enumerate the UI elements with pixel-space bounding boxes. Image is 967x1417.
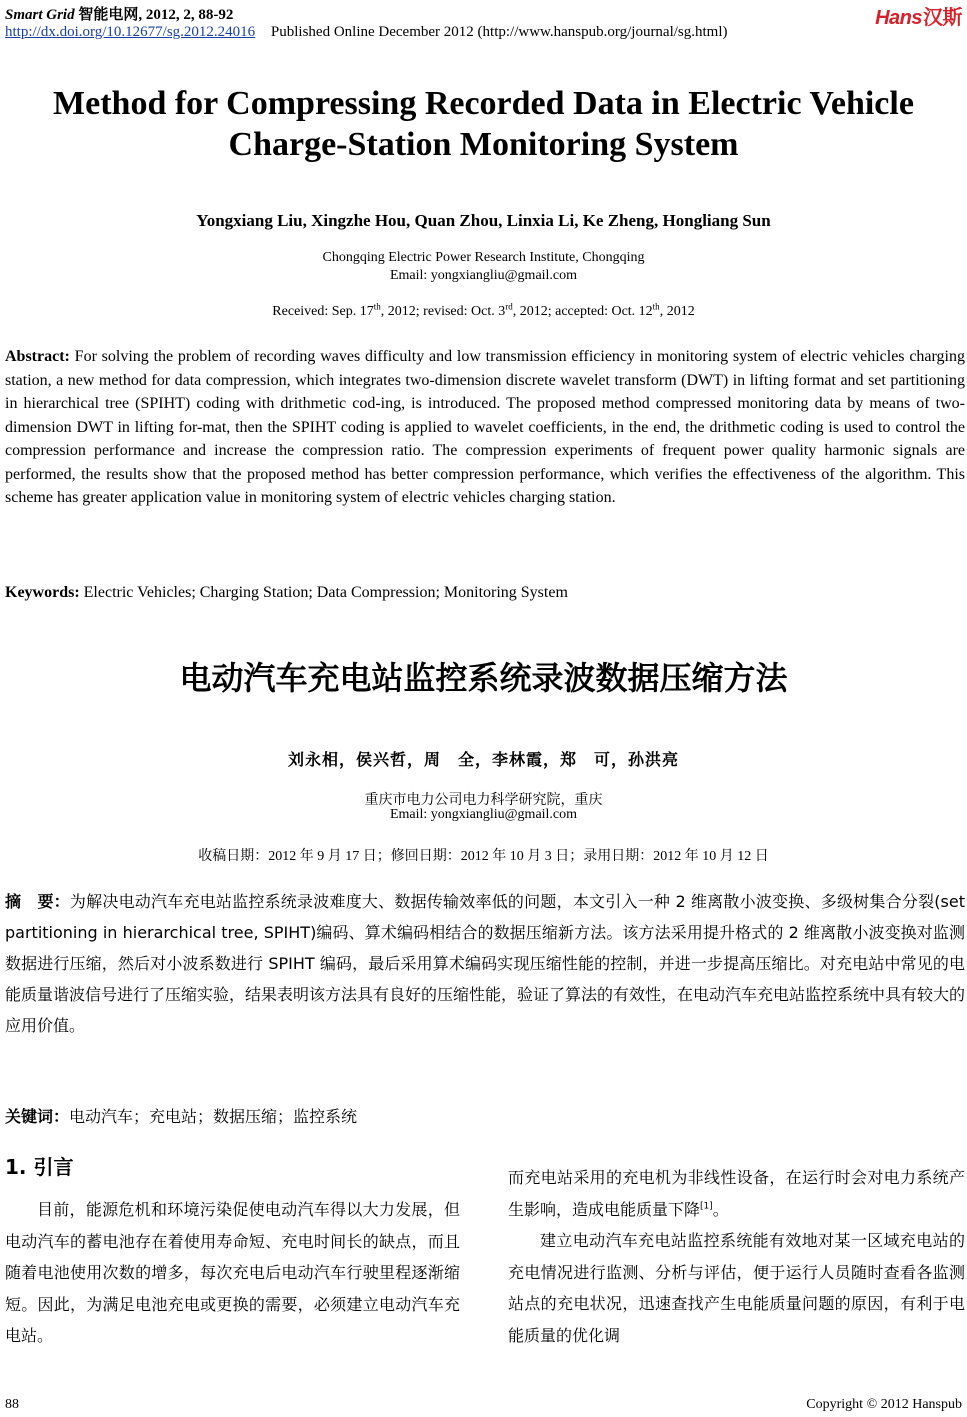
- journal-name: Smart Grid: [5, 7, 75, 23]
- keywords-cn: [5, 1101, 965, 1132]
- abstract-en: [5, 345, 965, 510]
- publisher-logo: [875, 1, 962, 30]
- title-line-1: Method for Compressing Recorded Data in Electric Vehicle: [53, 85, 914, 122]
- keywords-cn-text: 电动汽车；充电站；数据压缩；监控系统: [69, 1107, 358, 1126]
- published-text: Published Online December 2012 (http://www.hanspub.org/journal/sg.html): [270, 24, 728, 40]
- affiliation-cn: 重庆市电力公司电力科学研究院，重庆: [364, 793, 603, 808]
- dates-en: Received: Sep. 17th, 2012; revised: Oct. 3rd, 2012; accepted: Oct. 12th, 2012: [272, 301, 695, 319]
- keywords-label: Keywords:: [5, 584, 80, 601]
- dates-cn: 收稿日期：2012 年 9 月 17 日；修回日期：2012 年 10 月 3 日；录用日期：2012 年 10 月 12 日: [198, 849, 769, 864]
- paper-title-en: [0, 83, 967, 165]
- abstract-text: For solving the problem of recording waves difficulty and low transmission efficiency in monitoring system of electric vehicles charging station, a new method for data compression, which integrates two-dimension discrete wavelet transform (DWT) in lifting format and set partitioning in hierarchical tree (SPIHT) coding with drithmetic cod-ing, is introduced. The proposed method compressed monitoring data by means of two-dimension DWT in lifting for-mat, then the SPIHT coding is applied to wavelet coefficients, in the end, the drithmetic coding is used to control the compression performance and increase the compression ratio. The compression experiments of frequent power quality harmonic signals are performed, the results show that the proposed method has better compression performance, which verifies the effectiveness of the algorithm. This scheme has greater application value in monitoring system of electric vehicles charging station.: [5, 348, 966, 506]
- email-en: Email: yongxiangliu@gmail.com: [389, 268, 578, 283]
- keywords-en: [5, 581, 965, 605]
- journal-header: [5, 3, 233, 24]
- paper-title-cn: 电动汽车充电站监控系统录波数据压缩方法: [179, 659, 788, 697]
- reference-1[interactable]: [1]: [700, 1201, 713, 1212]
- authors-en: Yongxiang Liu, Xingzhe Hou, Quan Zhou, Linxia Li, Ke Zheng, Hongliang Sun: [196, 211, 771, 230]
- page-number: 88: [5, 1397, 19, 1412]
- copyright: Copyright © 2012 Hanspub: [806, 1397, 962, 1412]
- keywords-text: Electric Vehicles; Charging Station; Data Compression; Monitoring System: [83, 584, 568, 601]
- title-line-2: Charge-Station Monitoring System: [228, 126, 739, 163]
- logo-cn: 汉斯: [923, 7, 962, 29]
- abstract-cn-text: 为解决电动汽车充电站监控系统录波难度大、数据传输效率低的问题，本文引入一种 2 维离散小波变换、多级树集合分裂(set partitioning in hierarchical tree, SPIHT)编码、算术编码相结合的数据压缩新方法。该方法采用提升格式的 2 维离散小波变换对监测数据进行压缩，然后对小波系数进行 SPIHT 编码，最后采用算术编码实现压缩性能的控制，并进一步提高压缩比。对充电站中常见的电能质量谐波信号进行了压缩实验，结果表明该方法具有良好的压缩性能，验证了算法的有效性，在电动汽车充电站监控系统中具有较大的应用价值。: [5, 892, 966, 1035]
- keywords-cn-label: 关键词：: [5, 1107, 70, 1126]
- abstract-cn-label: 摘 要：: [5, 892, 70, 911]
- right-paragraph-2: 建立电动汽车充电站监控系统能有效地对某一区域充电站的充电情况进行监测、分析与评估，便于运行人员随时查看各监测站点的充电状况，迅速查找产生电能质量问题的原因，有利于电能质量的优化调: [508, 1231, 965, 1345]
- affiliation-en: Chongqing Electric Power Research Institute, Chongqing: [322, 250, 645, 265]
- email-cn: Email: yongxiangliu@gmail.com: [389, 807, 578, 822]
- section-heading: 1. 引言: [5, 1155, 74, 1179]
- abstract-cn: [5, 886, 965, 1041]
- left-paragraph: 目前，能源危机和环境污染促使电动汽车得以大力发展，但电动汽车的蓄电池存在着使用寿命短、充电时间长的缺点，而且随着电池使用次数的增多，每次充电后电动汽车行驶里程逐渐缩短。因此，为满足电池充电或更换的需要，必须建立电动汽车充电站。: [5, 1200, 460, 1345]
- journal-volume: 智能电网, 2012, 2, 88-92: [78, 7, 234, 23]
- abstract-label: Abstract:: [5, 348, 70, 365]
- left-column: [5, 1194, 460, 1352]
- authors-cn: 刘永相，侯兴哲，周 全，李林霞，郑 可，孙洪亮: [287, 750, 679, 769]
- doi-link[interactable]: http://dx.doi.org/10.12677/sg.2012.24016: [5, 24, 256, 40]
- doi-line: [5, 24, 728, 41]
- right-column: [508, 1162, 965, 1351]
- logo-text: Hans: [875, 7, 922, 29]
- right-paragraph-1: 而充电站采用的充电机为非线性设备，在运行时会对电力系统产生影响，造成电能质量下降[1]。: [508, 1168, 965, 1219]
